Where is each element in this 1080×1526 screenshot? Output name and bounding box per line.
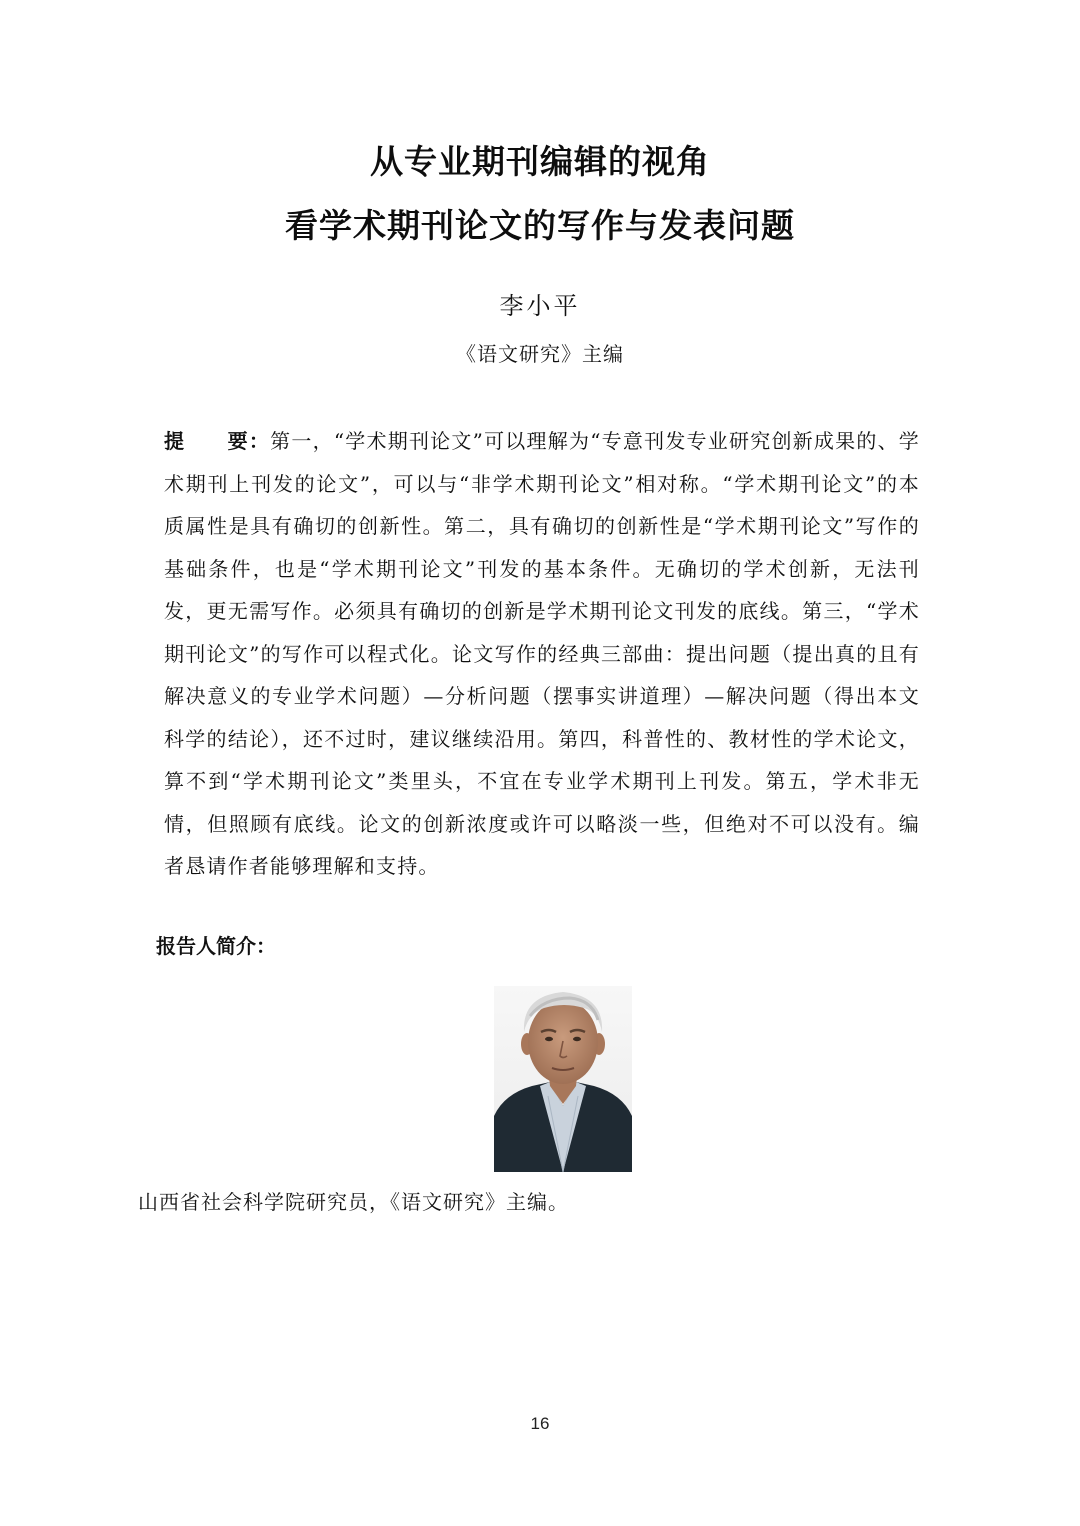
speaker-photo	[494, 986, 632, 1172]
bio-heading: 报告人简介：	[156, 934, 276, 958]
title-line-1: 从专业期刊编辑的视角	[370, 142, 710, 181]
abstract-paragraph	[164, 420, 920, 888]
bio-text: 山西省社会科学院研究员，《语文研究》主编。	[138, 1190, 569, 1214]
author-affiliation: 《语文研究》主编	[456, 342, 624, 366]
title-line-2: 看学术期刊论文的写作与发表问题	[285, 206, 795, 245]
abstract-text: 第一，“学术期刊论文”可以理解为“专意刊发专业研究创新成果的、学术期刊上刊发的论文”，可以与“非学术期刊论文”相对称。“学术期刊论文”的本质属性是具有确切的创新性。第二，具有确切的创新性是“学术期刊论文”写作的基础条件，也是“学术期刊论文”刊发的基本条件。无确切的学术创新，无法刊发，更无需写作。必须具有确切的创新是学术期刊论文刊发的底线。第三，“学术期刊论文”的写作可以程式化。论文写作的经典三部曲：提出问题（提出真的且有解决意义的专业学术问题）—分析问题（摆事实讲道理）—解决问题（得出本文科学的结论），还不过时，建议继续沿用。第四，科普性的、教材性的学术论文，算不到“学术期刊论文”类里头，不宜在专业学术期刊上刊发。第五，学术非无情，但照顾有底线。论文的创新浓度或许可以略淡一些，但绝对不可以没有。编者恳请作者能够理解和支持。	[164, 429, 921, 878]
page-number: 16	[530, 1414, 550, 1433]
abstract-label: 提 要：	[164, 429, 271, 453]
author-name: 李小平	[499, 292, 581, 320]
